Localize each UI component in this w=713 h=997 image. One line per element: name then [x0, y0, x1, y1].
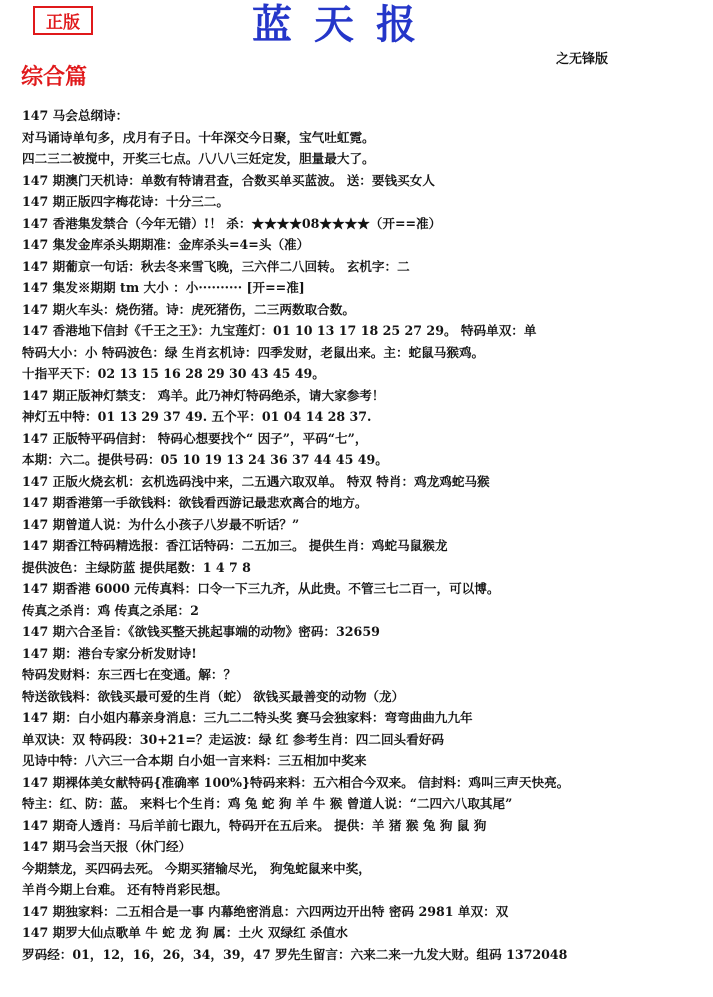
text-line: 147 期香江特码精选报：香江话特码：二五加三。 提供生肖：鸡蛇马鼠猴龙 [22, 538, 448, 553]
text-line: 147 期火车头：烧伤猪。诗：虎死猪伤，二三两数取合数。 [22, 301, 355, 317]
text-line: 147 期正版四字梅花诗：十分三二。 [22, 194, 229, 209]
text-line: 147 香港集发禁合（今年无错）!！ 杀：★★★★08★★★★（开==准） [22, 215, 442, 231]
text-line: 特主：红、防：蓝。 来料七个生肖：鸡 兔 蛇 狗 羊 牛 猴 曾道人说：“二四六八取其尾” [22, 796, 513, 811]
text-line: 十指平天下：02 13 15 16 28 29 30 43 45 49。 [22, 366, 325, 381]
text-line: 147 期独家料：二五相合是一事 内幕绝密消息：六四两边开出特 密码 2981 单双：双 [22, 903, 509, 919]
text-line: 147 期葡京一句话：秋去冬来雪飞晚，三六伴二八回转。 玄机字：二 [22, 258, 410, 274]
edition-label: 之无锋版 [556, 52, 609, 67]
text-line: 147 期香港 6000 元传真料：口令一下三九齐，从此贵。不管三七二百一，可以博。 [22, 581, 500, 596]
official-badge: 正版 [33, 6, 93, 35]
text-line: 147 马会总纲诗： [22, 108, 129, 123]
text-line: 147 期罗大仙点歌单 牛 蛇 龙 狗 属：土火 双绿红 杀值水 [22, 925, 348, 940]
text-line: 特送欲钱料：欲钱买最可爱的生肖（蛇） 欲钱买最善变的动物（龙） [22, 688, 405, 704]
text-line: 对马诵诗单句多，戌月有子日。十年深交今日聚，宝气吐虹霓。 [22, 129, 375, 145]
newspaper-title: 蓝天报 [252, 1, 438, 48]
text-line: 特码大小：小 特码波色：绿 生肖玄机诗：四季发财，老鼠出来。主：蛇鼠马猴鸡。 [22, 344, 485, 360]
section-heading: 综合篇 [21, 64, 88, 90]
text-line: 147 集发金库杀头期期准：金库杀头=4=头（准） [22, 237, 310, 252]
text-line: 今期禁龙，买四码去死。 今期买猪输尽光， 狗兔蛇鼠来中奖， [22, 860, 371, 876]
text-line: 传真之杀肖：鸡 传真之杀尾：2 [22, 602, 199, 618]
text-line: 147 正版特平码信封： 特码心想要找个“ 因子”，平码“七”， [22, 430, 368, 446]
text-line: 罗码经：01，12，16，26，34，39，47 罗先生留言：六来二来一九发大财。组码 1372048 [22, 946, 568, 962]
text-line: 147 期：白小姐内幕亲身消息：三九二二特头奖 赛马会独家料：弯弯曲曲九九年 [22, 710, 473, 725]
text-line: 神灯五中特：01 13 29 37 49. 五个平：01 04 14 28 37. [22, 409, 372, 424]
text-line: 羊肖今期上台难。 还有特肖彩民想。 [22, 882, 228, 897]
text-line: 147 期：港台专家分析发财诗! [22, 645, 197, 661]
text-line: 本期：六二。提供号码：05 10 19 13 24 36 37 44 45 49。 [22, 452, 388, 467]
text-line: 147 香港地下信封《千王之王》：九宝莲灯：01 10 13 17 18 25 27 29。 特码单双：单 [22, 323, 537, 338]
text-line: 147 期奇人透肖：马后羊前七跟九，特码开在五后来。 提供：羊 猪 猴 兔 狗 鼠 狗 [22, 817, 487, 833]
text-line: 147 期澳门天机诗：单数有特请君查，合数买单买蓝波。 送：要钱买女人 [22, 172, 435, 188]
text-line: 特码发财料：东三西七在变通。解：？ [22, 667, 237, 682]
text-line: 147 集发※期期 tm 大小 ：小·········· [开==准] [22, 280, 305, 295]
text-line: 147 期六合圣旨：《欲钱买整天挑起事端的动物》密码：32659 [22, 624, 380, 639]
text-line: 147 正版火烧玄机：玄机选码浅中来，二五遇六取双单。 特双 特肖：鸡龙鸡蛇马猴 [22, 473, 490, 489]
text-line: 147 期曾道人说：为什么小孩子八岁最不听话？” [22, 516, 300, 532]
text-line: 147 期正版神灯禁支： 鸡羊。此乃神灯特码绝杀，请大家参考！ [22, 387, 385, 403]
article-body [22, 105, 702, 965]
text-line: 147 期马会当天报（休门经） [22, 839, 192, 854]
text-line: 四二三二被搅中，开奖三七点。八八八三妊定发，胆量最大了。 [22, 151, 375, 166]
text-line: 单双诀：双 特码段：30+21=？走运波：绿 红 参考生肖：四二回头看好码 [22, 731, 444, 747]
text-line: 147 期香港第一手欲钱料：欲钱看西游记最悲欢离合的地方。 [22, 495, 368, 510]
text-line: 提供波色：主绿防蓝 提供尾数：1 4 7 8 [22, 559, 251, 575]
text-line: 见诗中特：八六三一合本期 白小姐一言来料：三五相加中奖来 [22, 753, 367, 768]
text-line: 147 期裸体美女献特码{准确率 100%}特码来料：五六相合今双来。 信封料：鸡叫三声天快亮。 [22, 774, 570, 790]
